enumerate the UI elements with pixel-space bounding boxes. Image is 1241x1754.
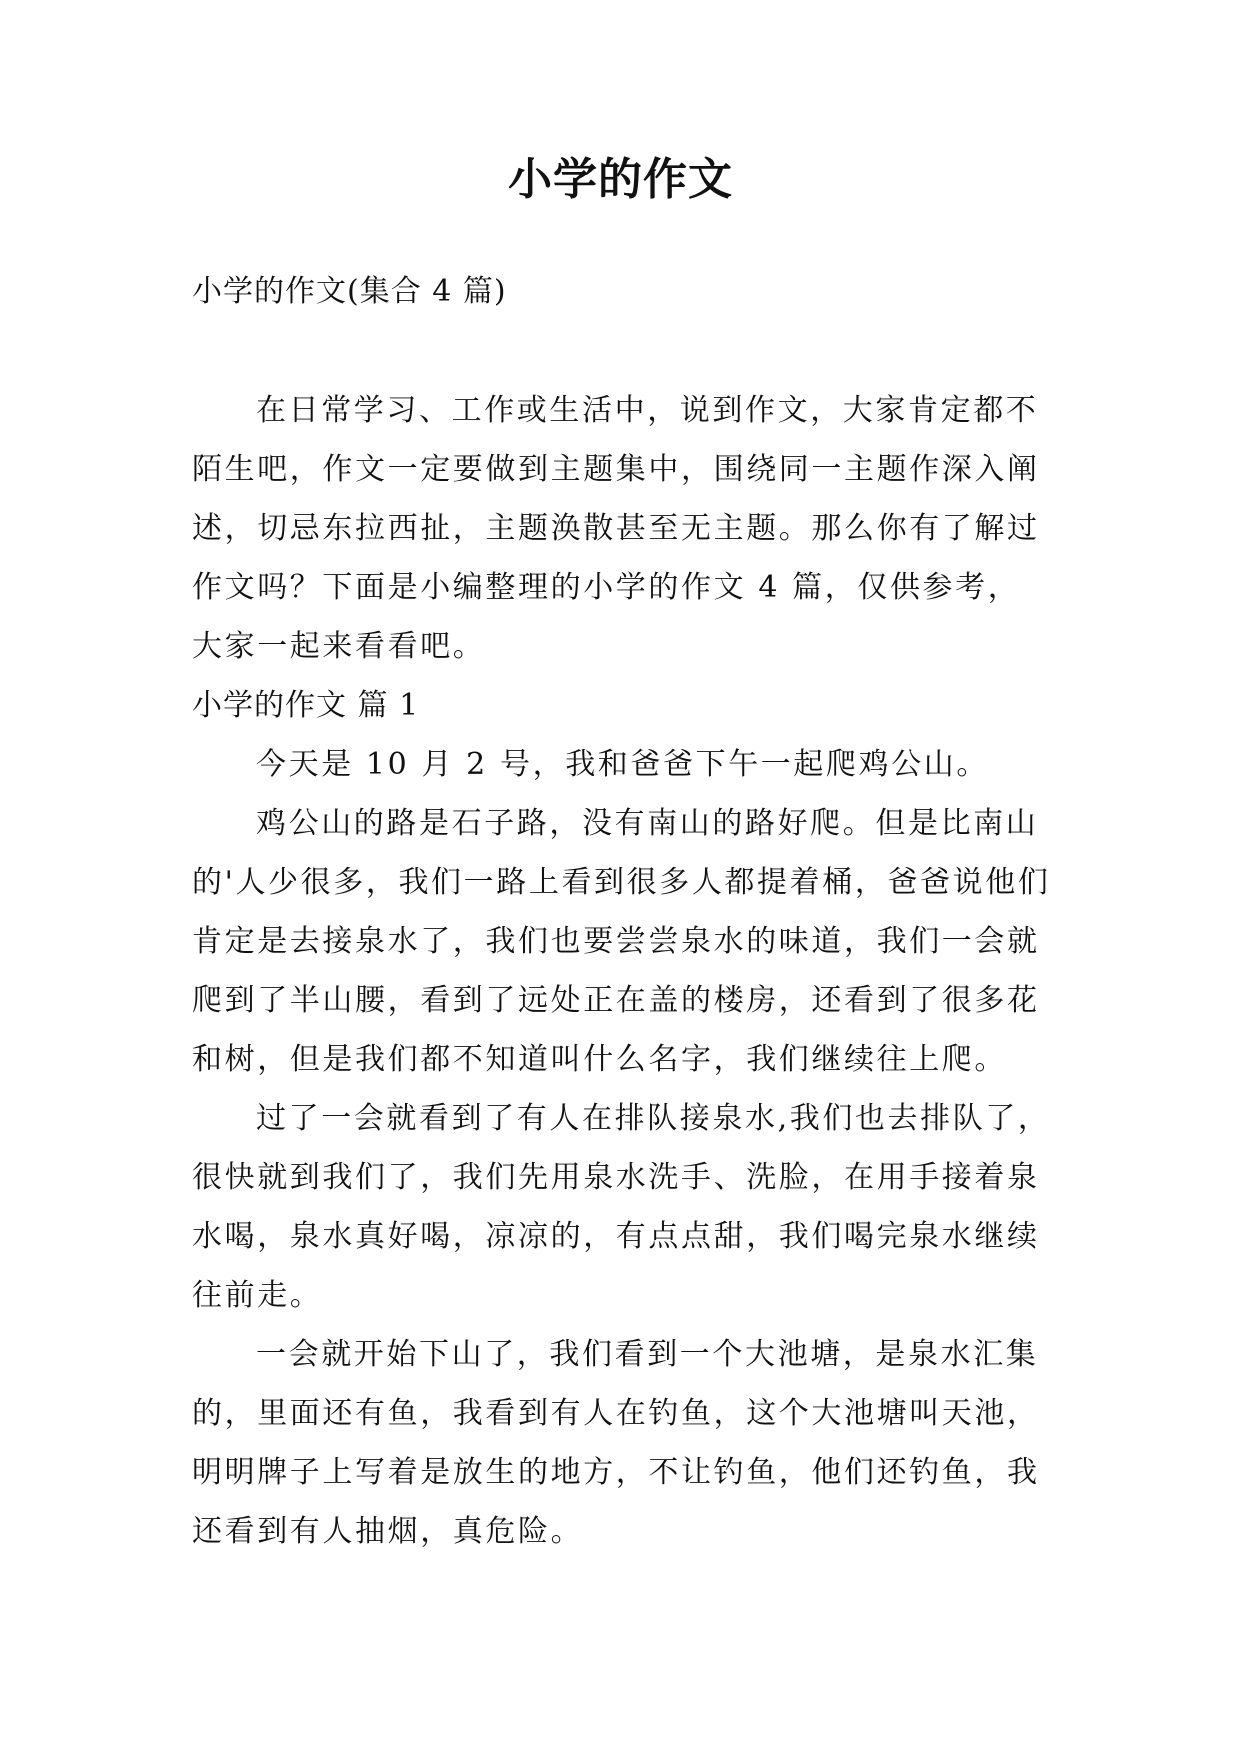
document-body	[192, 262, 1052, 1561]
body-paragraph-3: 过了一会就看到了有人在排队接泉水,我们也去排队了，很快就到我们了，我们先用泉水洗手、洗脸，在用手接着泉水喝，泉水真好喝，凉凉的，有点点甜，我们喝完泉水继续往前走。	[192, 1101, 1051, 1313]
body-paragraph-4: 一会就开始下山了，我们看到一个大池塘，是泉水汇集的，里面还有鱼，我看到有人在钓鱼，这个大池塘叫天池，明明牌子上写着是放生的地方，不让钓鱼，他们还钓鱼，我还看到有人抽烟，真危险。	[192, 1337, 1040, 1549]
document-title: 小学的作文	[508, 154, 733, 205]
document-subtitle: 小学的作文(集合 4 篇)	[192, 274, 507, 309]
body-paragraph-1: 今天是 10 月 2 号，我和爸爸下午一起爬鸡公山。	[256, 747, 990, 782]
section-heading: 小学的作文 篇 1	[192, 688, 420, 723]
body-paragraph-2: 鸡公山的路是石子路，没有南山的路好爬。但是比南山的'人少很多，我们一路上看到很多人都提着桶，爸爸说他们肯定是去接泉水了，我们也要尝尝泉水的味道，我们一会就爬到了半山腰，看到了远处正在盖的楼房，还看到了很多花和树，但是我们都不知道叫什么名字，我们继续往上爬。	[192, 806, 1051, 1077]
intro-paragraph: 在日常学习、工作或生活中，说到作文，大家肯定都不陌生吧，作文一定要做到主题集中，围绕同一主题作深入阐述，切忌东拉西扯，主题涣散甚至无主题。那么你有了解过作文吗？下面是小编整理的小学的作文 4 篇，仅供参考，大家一起来看看吧。	[192, 393, 1040, 664]
